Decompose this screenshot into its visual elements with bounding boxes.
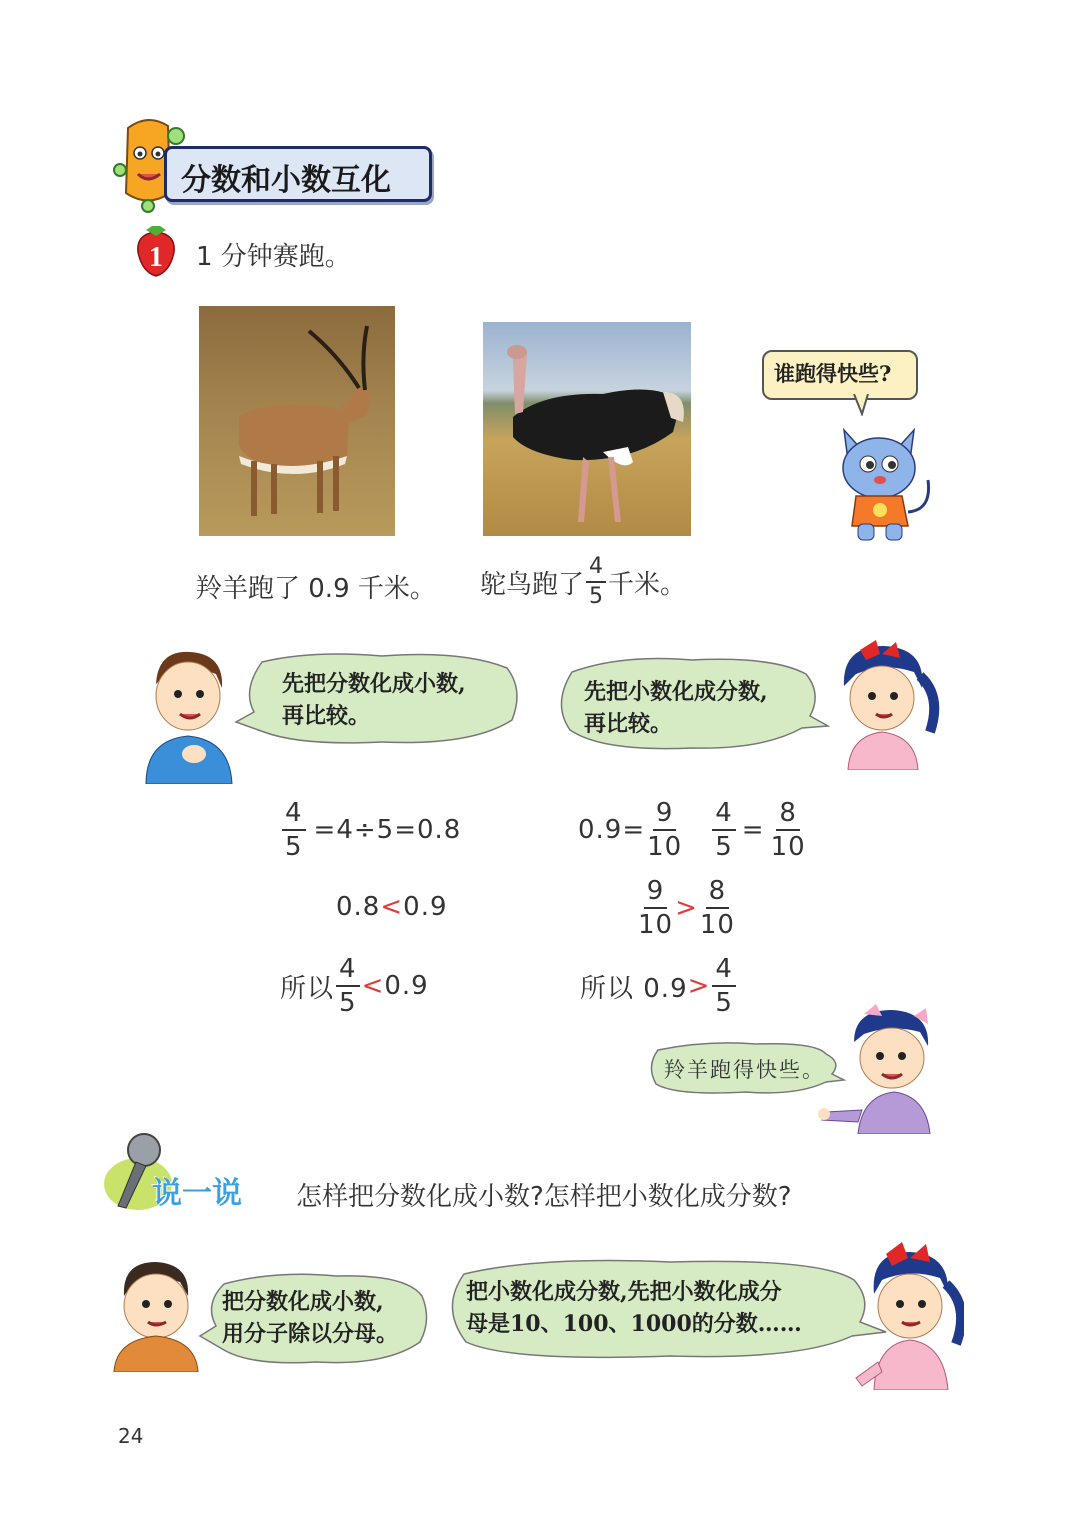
boy-bubble-text	[282, 668, 466, 732]
left-eq1	[280, 800, 461, 860]
right-cmp-l-num: 9	[644, 878, 668, 909]
right-cmp-left-fraction	[638, 878, 673, 938]
right-a-fraction	[647, 800, 682, 860]
bottom-girl-line2: 母是10、100、1000的分数……	[466, 1311, 802, 1337]
girl-bubble-line2: 再比较。	[584, 711, 673, 737]
right-c-fraction	[771, 800, 806, 860]
right-dec: 0.9=	[578, 815, 646, 845]
left-so-right: 0.9	[384, 971, 429, 1001]
bottom-girl-icon	[852, 1240, 964, 1390]
left-eq1-fraction	[282, 800, 306, 860]
gazelle-fact: 羚羊跑了 0.9 千米。	[196, 574, 436, 604]
girl-pointing-icon	[818, 1002, 946, 1134]
bottom-girl-bubble-text	[466, 1276, 802, 1340]
left-compare-right: 0.9	[403, 892, 448, 922]
question-bubble-text: 谁跑得快些?	[774, 361, 892, 386]
cat-mascot-icon	[832, 420, 942, 544]
right-cmp-right-fraction	[700, 878, 735, 938]
section-title-box	[164, 146, 432, 202]
right-c-num: 8	[776, 800, 800, 831]
boy-character-icon	[138, 644, 238, 784]
boy-bubble-line1: 先把分数化成小数,	[282, 671, 466, 697]
right-a-den: 10	[647, 832, 683, 862]
right-cmp-l-den: 10	[638, 910, 674, 940]
ostrich-fraction-den: 5	[589, 584, 604, 609]
girl-bubble-line1: 先把小数化成分数,	[584, 679, 768, 705]
discuss-badge: 说一说	[152, 1176, 242, 1211]
question-bubble	[762, 350, 918, 400]
boy-bubble-line2: 再比较。	[282, 703, 371, 729]
left-compare	[336, 892, 448, 922]
section-title: 分数和小数互化	[181, 163, 391, 198]
gazelle-photo	[199, 306, 395, 536]
girl-character-icon	[830, 636, 940, 770]
right-b-num: 4	[712, 800, 736, 831]
bottom-boy-icon	[108, 1256, 204, 1372]
strawberry-number-icon	[132, 224, 180, 278]
ostrich-fraction-num: 4	[586, 556, 606, 583]
discuss-question: 怎样把分数化成小数?怎样把小数化成分数?	[296, 1182, 792, 1212]
right-compare	[636, 878, 737, 938]
right-cmp-r-num: 8	[706, 878, 730, 909]
section-header	[108, 108, 438, 218]
less-than-sign: <	[380, 892, 404, 922]
bubble-tail-icon	[852, 394, 872, 416]
right-so: 所以 0.9	[580, 973, 688, 1004]
right-so-fraction	[712, 956, 736, 1016]
left-compare-left: 0.8	[336, 892, 381, 922]
bottom-boy-line1: 把分数化成小数,	[222, 1289, 384, 1315]
bottom-boy-bubble-text	[222, 1286, 398, 1350]
right-so-den: 5	[715, 988, 733, 1018]
bottom-girl-line1: 把小数化成分数,先把小数化成分	[466, 1279, 782, 1305]
right-so-num: 4	[712, 956, 736, 987]
right-b-den: 5	[715, 832, 733, 862]
right-conclusion	[580, 956, 738, 1016]
conclusion-bubble-text: 羚羊跑得快些。	[664, 1058, 825, 1082]
left-conclusion	[280, 956, 429, 1016]
ostrich-fact-prefix: 鸵鸟跑了	[480, 569, 585, 600]
left-eq1-num: 4	[282, 800, 306, 831]
right-c-den: 10	[770, 832, 806, 862]
ostrich-fact	[480, 556, 686, 608]
right-eq1	[578, 800, 808, 860]
right-so-sign: >	[687, 971, 711, 1001]
right-b-fraction	[712, 800, 736, 860]
right-eq-sign: =	[741, 815, 765, 845]
left-so-fraction	[336, 956, 360, 1016]
left-so: 所以	[280, 973, 335, 1004]
bottom-boy-line2: 用分子除以分母。	[222, 1321, 399, 1347]
right-cmp-r-den: 10	[699, 910, 735, 940]
left-so-sign: <	[361, 971, 385, 1001]
left-eq1-rhs: =4÷5=0.8	[313, 815, 462, 845]
right-a-num: 9	[653, 800, 677, 831]
left-so-den: 5	[339, 988, 357, 1018]
page-number: 24	[118, 1424, 144, 1448]
ostrich-photo	[483, 322, 691, 536]
greater-than-sign: >	[675, 893, 698, 923]
ostrich-fraction	[586, 556, 606, 608]
left-eq1-den: 5	[285, 832, 303, 862]
girl-bubble-text	[584, 676, 768, 740]
example-number: 1	[149, 242, 163, 273]
example-title: 1 分钟赛跑。	[196, 242, 351, 272]
ostrich-fact-suffix: 千米。	[608, 569, 687, 600]
left-so-num: 4	[336, 956, 360, 987]
